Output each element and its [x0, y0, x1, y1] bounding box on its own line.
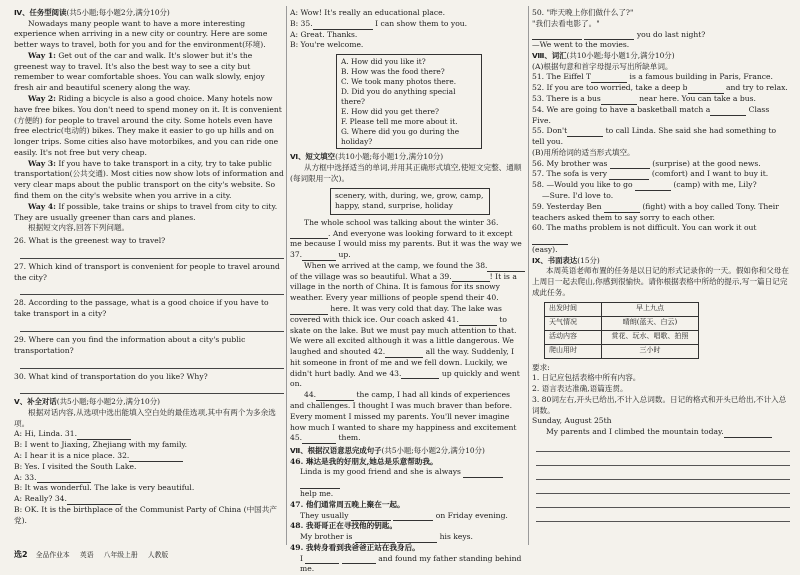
blank-48a[interactable]: [355, 534, 395, 543]
vocab-54: 54. We are going to have a basketball match a Class Five.: [532, 104, 770, 125]
blank-57[interactable]: [609, 171, 649, 180]
option-g: G. Where did you go during the holiday?: [341, 126, 460, 146]
dialogue-line: B: Yes. I visited the South Lake.: [14, 461, 137, 471]
sentence-47: They usually on Friday evening.: [300, 510, 508, 520]
blank-55[interactable]: [567, 128, 603, 137]
sentence-47-chinese: 47. 他们通常周五晚上聚在一起。: [290, 499, 405, 509]
blank-49b[interactable]: [342, 555, 376, 564]
table-row: 活动内容 赏花、玩水、唱歌、拍照: [545, 330, 699, 344]
vocab-55: 55. Don't to call Linda. She said she had something to tell you.: [532, 126, 777, 147]
diary-start: My parents and I climbed the mountain today.: [532, 427, 790, 438]
vocab-53: 53. There is a bus near here. You can take a bus.: [532, 93, 756, 103]
vocab-58: 58. —Would you like to go (camp) with me, Lily?: [532, 180, 757, 190]
passage-paragraph-3: 44. the camp, I had all kinds of experiences and challenges. I thought I was much braver than before. Every moment I missed my parents. You'll never imagine how much I wanted to share my happiness and excitement 45. them.: [290, 390, 517, 443]
prompt-table: [544, 302, 699, 359]
section-5-instruction: 根据对话内容,从选项中选出能填入空白处的最佳选项,其中有两个为多余选项。: [14, 407, 276, 428]
passage-paragraph-1: The whole school was talking about the winter 36.. And everyone was looking forward to it except me because I would miss my parents. But it was the way we 37. up.: [290, 217, 522, 260]
blank-49a[interactable]: [305, 555, 339, 564]
dialogue-line: A: Really? 34.: [14, 494, 284, 505]
section-9-instruction: 本周英语老师布置的任务是以日记的形式记录你的一天。假如你和父母在上周日一起去爬山,你感到很愉快。请你根据表格中所给的提示,写一篇日记完成此任务。: [532, 266, 789, 297]
blank-32[interactable]: [129, 453, 183, 462]
blank-42[interactable]: [385, 349, 423, 358]
passage-paragraph-2: When we arrived at the camp, we found the 38. of the village was so beautiful. What a 39. ! It is a village in the north of China. It is famous for its snowy weather. Every year millions of people spend their 40. here. It was very cold that day. The lake was covered with thick ice. Our coach asked 41. to skate on the lake. But we must pay much attention to that. We were all excited although it was a little dangerous. We laughed and shouted 42. all the way. Suddenly, I hit someone in front of me and we fell down. Luckily, we didn't hurt badly. And we 43. up quickly and went on.: [290, 261, 526, 390]
passage-way-4: Way 4: If possible, take trains or ships to travel from city to city. They are usually greener than cars and planes.: [14, 201, 278, 222]
blank-52[interactable]: [688, 85, 724, 94]
sentence-46-chinese: 46. 琳达是我的好朋友,她总是乐意帮助我。: [290, 456, 438, 466]
question-30: 30. What kind of transportation do you like? Why?: [14, 371, 208, 381]
writing-line[interactable]: [536, 508, 790, 522]
grade: 八年级上册: [103, 551, 138, 559]
section-8-heading: Ⅷ、词汇(共10小题;每小题1分,满分10分): [532, 51, 675, 61]
section-9-heading: Ⅸ、书面表达(15分): [532, 255, 600, 265]
section-4-heading: Ⅳ、任务型阅读(共5小题;每小题2分,满分10分): [14, 8, 170, 17]
blank-48b[interactable]: [397, 534, 437, 543]
column-3: [532, 8, 790, 522]
blank-56[interactable]: [610, 160, 650, 169]
blank-33[interactable]: [37, 474, 91, 483]
writing-line[interactable]: [536, 494, 790, 508]
dialogue-line: A: I hear it is a nice place. 32.: [14, 451, 284, 462]
answer-line-28[interactable]: [20, 321, 284, 332]
diary-date: Sunday, August 25th: [532, 416, 612, 426]
writing-blank-start[interactable]: [724, 429, 772, 438]
dialogue-line: B: I went to Jiaxing, Zhejiang with my family.: [14, 440, 188, 450]
options-box: [336, 54, 482, 149]
blank-53[interactable]: [601, 96, 637, 105]
passage-intro: Nowadays many people want to have a more interesting experience when arriving in a new city or country. Here are some better ways to travel, both for you and for the environment(环境).: [14, 18, 268, 50]
blank-36[interactable]: [290, 230, 328, 239]
writing-line[interactable]: [536, 452, 790, 466]
writing-line[interactable]: [536, 466, 790, 480]
sentence-49-chinese: 49. 我转身看到我爸爸正站在我身后。: [290, 542, 420, 552]
question-27: 27. Which kind of transport is convenient for people to travel around the city?: [14, 261, 280, 282]
question-26: 26. What is the greenest way to travel?: [14, 236, 166, 246]
option-b: B. How was the food there?: [341, 67, 445, 77]
question-28: 28. According to the passage, what is a good choice if you have to take transport in a city?: [14, 298, 269, 319]
vocab-52: 52. If you are too worried, take a deep b and try to relax.: [532, 83, 788, 93]
answer-line-27[interactable]: [20, 284, 284, 295]
table-row: 天气情况 晴朗(蓝天、白云): [545, 316, 699, 330]
page-footer: [14, 549, 176, 560]
dialogue-line: A: Great. Thanks.: [290, 29, 358, 39]
passage-way-2: Way 2: Riding a bicycle is also a good choice. Many hotels now have free bikes. You don't need to spend money on it. It is convenient (方便的) for people to travel around the city. Some hotels even have free electric(电动的) bikes. They make it easier to go up hills and on longer trips. Some cities also have motorbikes, and you can ride one easily. It's not free but very cheap.: [14, 93, 282, 157]
option-c: C. We took many photos there.: [341, 76, 457, 86]
dialogue-line: B: You're welcome.: [290, 40, 364, 50]
option-e: E. How did you get there?: [341, 106, 439, 116]
blank-37[interactable]: [302, 252, 336, 261]
section-6-heading: Ⅵ、短文填空(共10小题;每小题1分,满分10分): [290, 152, 444, 162]
requirements-title: 要求:: [532, 362, 550, 372]
blank-41[interactable]: [459, 317, 497, 326]
book-title: 全品作业本: [35, 551, 70, 559]
section-5-heading: Ⅴ、补全对话(共5小题;每小题2分,满分10分): [14, 397, 161, 407]
section-8a-instruction: (A)根据句意和首字母提示写出所缺单词。: [532, 61, 673, 71]
blank-45[interactable]: [302, 435, 336, 444]
sentence-50-chinese-reply: "我们去看电影了。": [532, 18, 600, 28]
sentence-50: you do last night?: [532, 30, 790, 41]
blank-50b[interactable]: [584, 31, 634, 40]
vocab-58-reply: —Sure. I'd love to.: [542, 191, 614, 201]
passage-way-3: Way 3: If you have to take transport in a city, try to take public transportation(公共交通). Most cities now show lots of information and very clear maps about the public transport on the city's website. So find them on the city's website when you arrive in a city.: [14, 158, 284, 201]
answer-line-26[interactable]: [20, 248, 284, 259]
answer-line-30[interactable]: [20, 383, 284, 394]
blank-38[interactable]: [487, 263, 525, 272]
requirement-3: 3. 80词左右,开头已给出,不计入总词数。日记的格式和开头已给出,不计入总词数。: [532, 394, 787, 415]
answer-line-29[interactable]: [20, 358, 284, 369]
sentence-48: My brother is his keys.: [300, 532, 473, 542]
section-8b-instruction: (B)用所给词的适当形式填空。: [532, 147, 635, 157]
column-divider: [528, 6, 529, 545]
option-a: A. How did you like it?: [341, 57, 426, 67]
blank-54[interactable]: [710, 107, 746, 116]
blank-50a[interactable]: [532, 31, 582, 40]
subject: 英语: [79, 551, 94, 559]
vocab-56: 56. My brother was (surprise) at the good news.: [532, 158, 761, 168]
writing-line[interactable]: [536, 438, 790, 452]
section-6-instruction: 从方框中选择适当的单词,并用其正确形式填空,使短文完整、通顺(每词限用一次)。: [290, 162, 522, 183]
blank-43[interactable]: [401, 370, 439, 379]
edition: 人教版: [147, 551, 169, 559]
blank-51[interactable]: [591, 74, 627, 83]
blank-46b[interactable]: [300, 480, 340, 489]
blank-39[interactable]: [452, 273, 490, 282]
question-instruction: 根据短文内容,回答下列问题。: [28, 223, 130, 233]
sentence-48-chinese: 48. 我哥哥正在寻找他的钥匙。: [290, 521, 397, 531]
page-number: 选2: [14, 550, 28, 559]
blank-46a[interactable]: [463, 469, 503, 478]
dialogue-line: B: It was wonderful. The lake is very beautiful.: [14, 483, 195, 493]
blank-59[interactable]: [604, 204, 640, 213]
blank-31[interactable]: [77, 431, 131, 440]
requirement-2: 2. 语言表达准确,语篇连贯。: [532, 384, 628, 394]
option-f: F. Please tell me more about it.: [341, 116, 458, 126]
vocab-57: 57. The sofa is very (comfort) and I want to buy it.: [532, 169, 769, 179]
word-box: scenery, with, during, we, grow, camp, happy, stand, surprise, holiday: [330, 188, 490, 215]
question-29: 29. Where can you find the information about a city's public transportation?: [14, 335, 246, 355]
column-divider: [286, 6, 287, 545]
blank-35[interactable]: [313, 21, 373, 30]
sentence-49: I and found my father standing behind me.: [300, 553, 522, 574]
dialogue-line: B: 35. I can show them to you.: [290, 18, 468, 28]
requirement-1: 1. 日记应包括表格中所有内容。: [532, 373, 641, 383]
vocab-51: 51. The Eiffel T is a famous building in Paris, France.: [532, 72, 773, 82]
table-row: 出发时间 早上九点: [545, 302, 699, 316]
dialogue-line: B: OK. It is the birthplace of the Communist Party of China (中国共产党).: [14, 504, 277, 525]
blank-40[interactable]: [290, 306, 328, 315]
column-2: [290, 8, 526, 575]
column-1: [14, 8, 284, 527]
dialogue-line: A: Hi, Linda. 31.: [14, 429, 284, 440]
dialogue-line: A: 33.: [14, 473, 284, 484]
sentence-50-chinese: 50. "昨天晚上你们做什么了?": [532, 8, 634, 17]
sentence-50-reply: —We went to the movies.: [532, 40, 630, 50]
sentence-46: Linda is my good friend and she is always help me.: [300, 467, 526, 499]
blank-47b[interactable]: [393, 512, 433, 521]
option-d: D. Did you do anything special there?: [341, 86, 456, 106]
vocab-60: 60. The maths problem is not difficult. You can work it out (easy).: [532, 223, 757, 254]
vocab-59: 59. Yesterday Ben (fight) with a boy called Tony. Their teachers asked them to say sorry to each other.: [532, 201, 779, 222]
writing-line[interactable]: [536, 480, 790, 494]
passage-way-1: Way 1: Get out of the car and walk. It's slower but it's the greenest way to travel. It's also the best way to see a city but remember to wear comfortable shoes. You can walk slowly, enjoy fresh air and beautiful scenery along the way.: [14, 50, 265, 93]
section-7-heading: Ⅶ、根据汉语意思完成句子(共5小题;每小题2分,满分10分): [290, 446, 485, 456]
table-row: 爬山用时 三小时: [545, 344, 699, 358]
blank-60[interactable]: [532, 236, 568, 245]
blank-58[interactable]: [635, 182, 671, 191]
blank-47a[interactable]: [351, 512, 391, 521]
blank-34[interactable]: [67, 496, 121, 505]
dialogue-line: A: Wow! It's really an educational place.: [290, 8, 446, 17]
blank-44[interactable]: [316, 392, 354, 401]
